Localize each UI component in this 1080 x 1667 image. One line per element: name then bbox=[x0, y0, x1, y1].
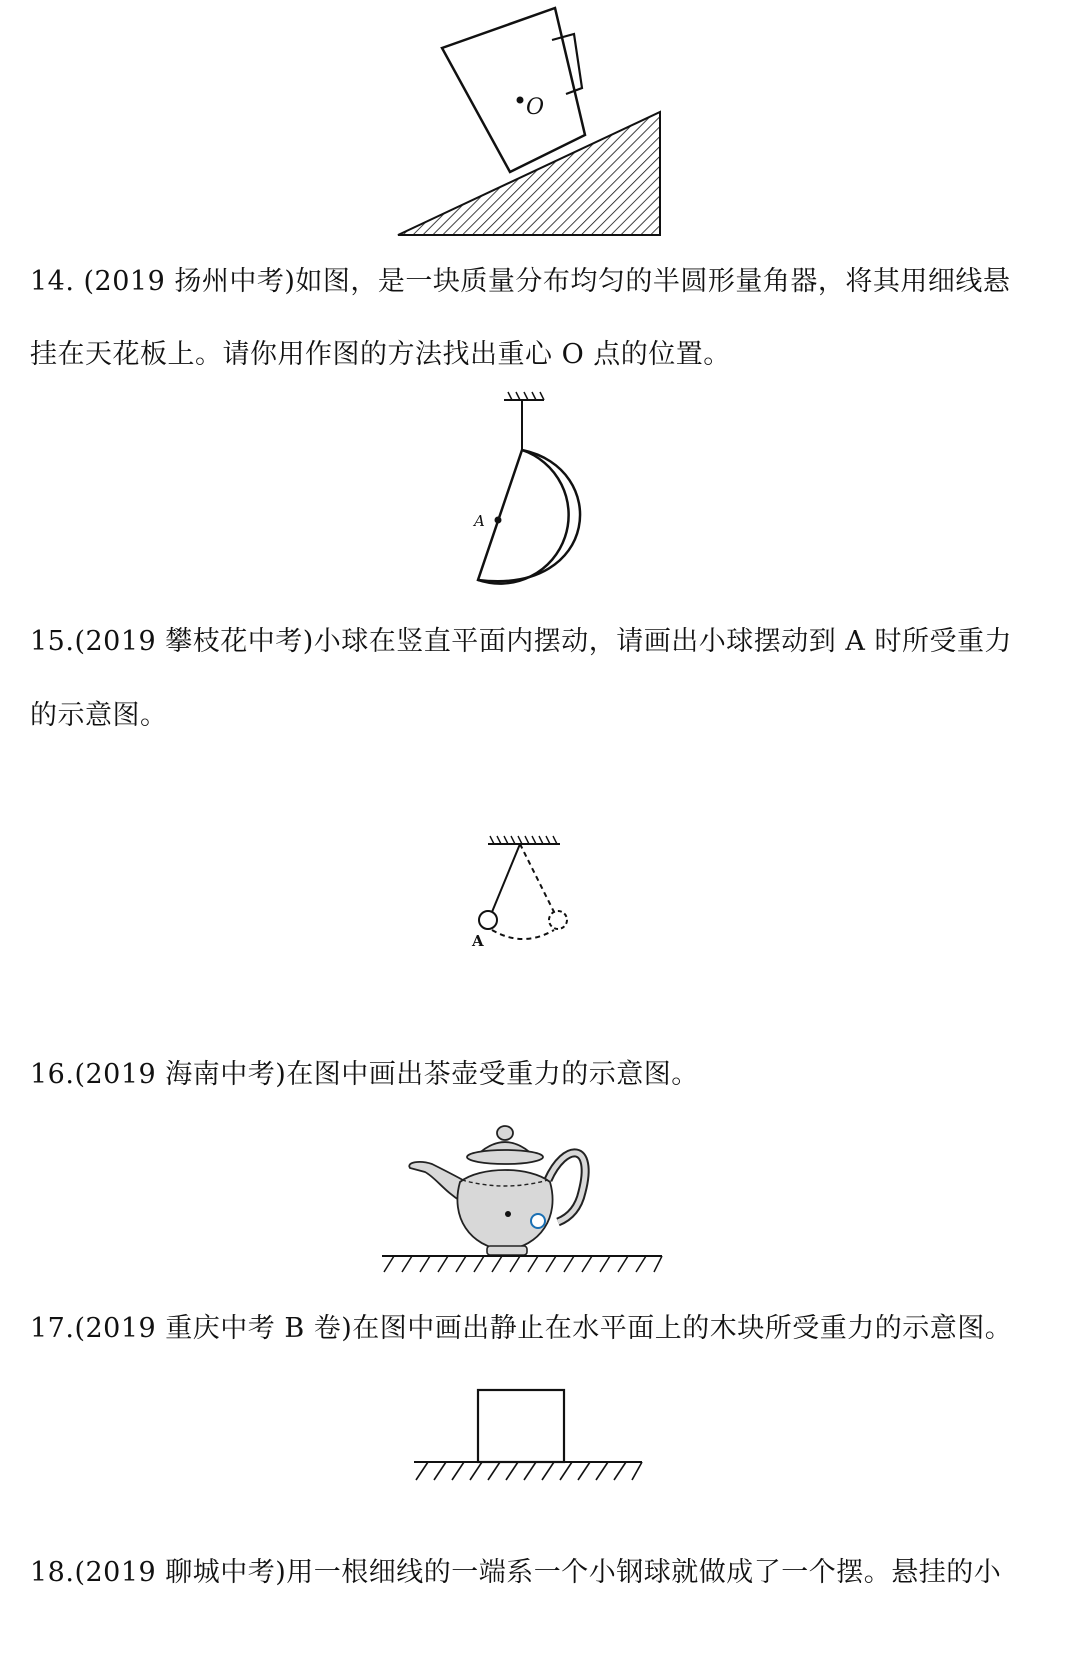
point-a bbox=[495, 517, 502, 524]
question-18-line-1: 18.(2019 聊城中考)用一根细线的一端系一个小钢球就做成了一个摆。悬挂的小 bbox=[30, 1557, 1002, 1588]
pendulum-ball-dashed bbox=[549, 911, 567, 929]
figure-pendulum bbox=[470, 830, 590, 960]
teapot-knob bbox=[497, 1126, 513, 1140]
center-point bbox=[517, 97, 524, 104]
figure-block bbox=[410, 1380, 650, 1490]
pendulum-a-label: A bbox=[472, 932, 484, 950]
point-a-label: A bbox=[474, 512, 485, 530]
question-16-line-1: 16.(2019 海南中考)在图中画出茶壶受重力的示意图。 bbox=[30, 1059, 699, 1090]
swing-arc bbox=[492, 930, 554, 939]
question-14-line-2: 挂在天花板上。请你用作图的方法找出重心 O 点的位置。 bbox=[30, 339, 731, 370]
center-label: O bbox=[526, 95, 545, 120]
teapot-foot bbox=[487, 1246, 527, 1255]
pendulum-ball bbox=[479, 911, 497, 929]
question-17-line-1: 17.(2019 重庆中考 B 卷)在图中画出静止在水平面上的木块所受重力的示意图。 bbox=[30, 1313, 1013, 1344]
teapot-center-dot bbox=[505, 1211, 511, 1217]
pendulum-string-dashed bbox=[520, 844, 554, 912]
question-14-line-1: 14. (2019 扬州中考)如图，是一块质量分布均匀的半圆形量角器，将其用细线悬 bbox=[30, 266, 1011, 297]
teapot-handle bbox=[548, 1153, 585, 1222]
figure-teapot bbox=[380, 1122, 670, 1287]
figure-cup-on-incline bbox=[380, 0, 680, 245]
cup-body bbox=[442, 8, 585, 172]
wooden-block bbox=[478, 1390, 564, 1462]
pendulum-string bbox=[492, 844, 520, 912]
teapot-marker bbox=[531, 1214, 545, 1228]
figure-protractor bbox=[460, 390, 610, 595]
question-15-line-1: 15.(2019 攀枝花中考)小球在竖直平面内摆动，请画出小球摆动到 A 时所受重力 bbox=[30, 626, 1012, 657]
question-15-line-2: 的示意图。 bbox=[30, 700, 168, 731]
